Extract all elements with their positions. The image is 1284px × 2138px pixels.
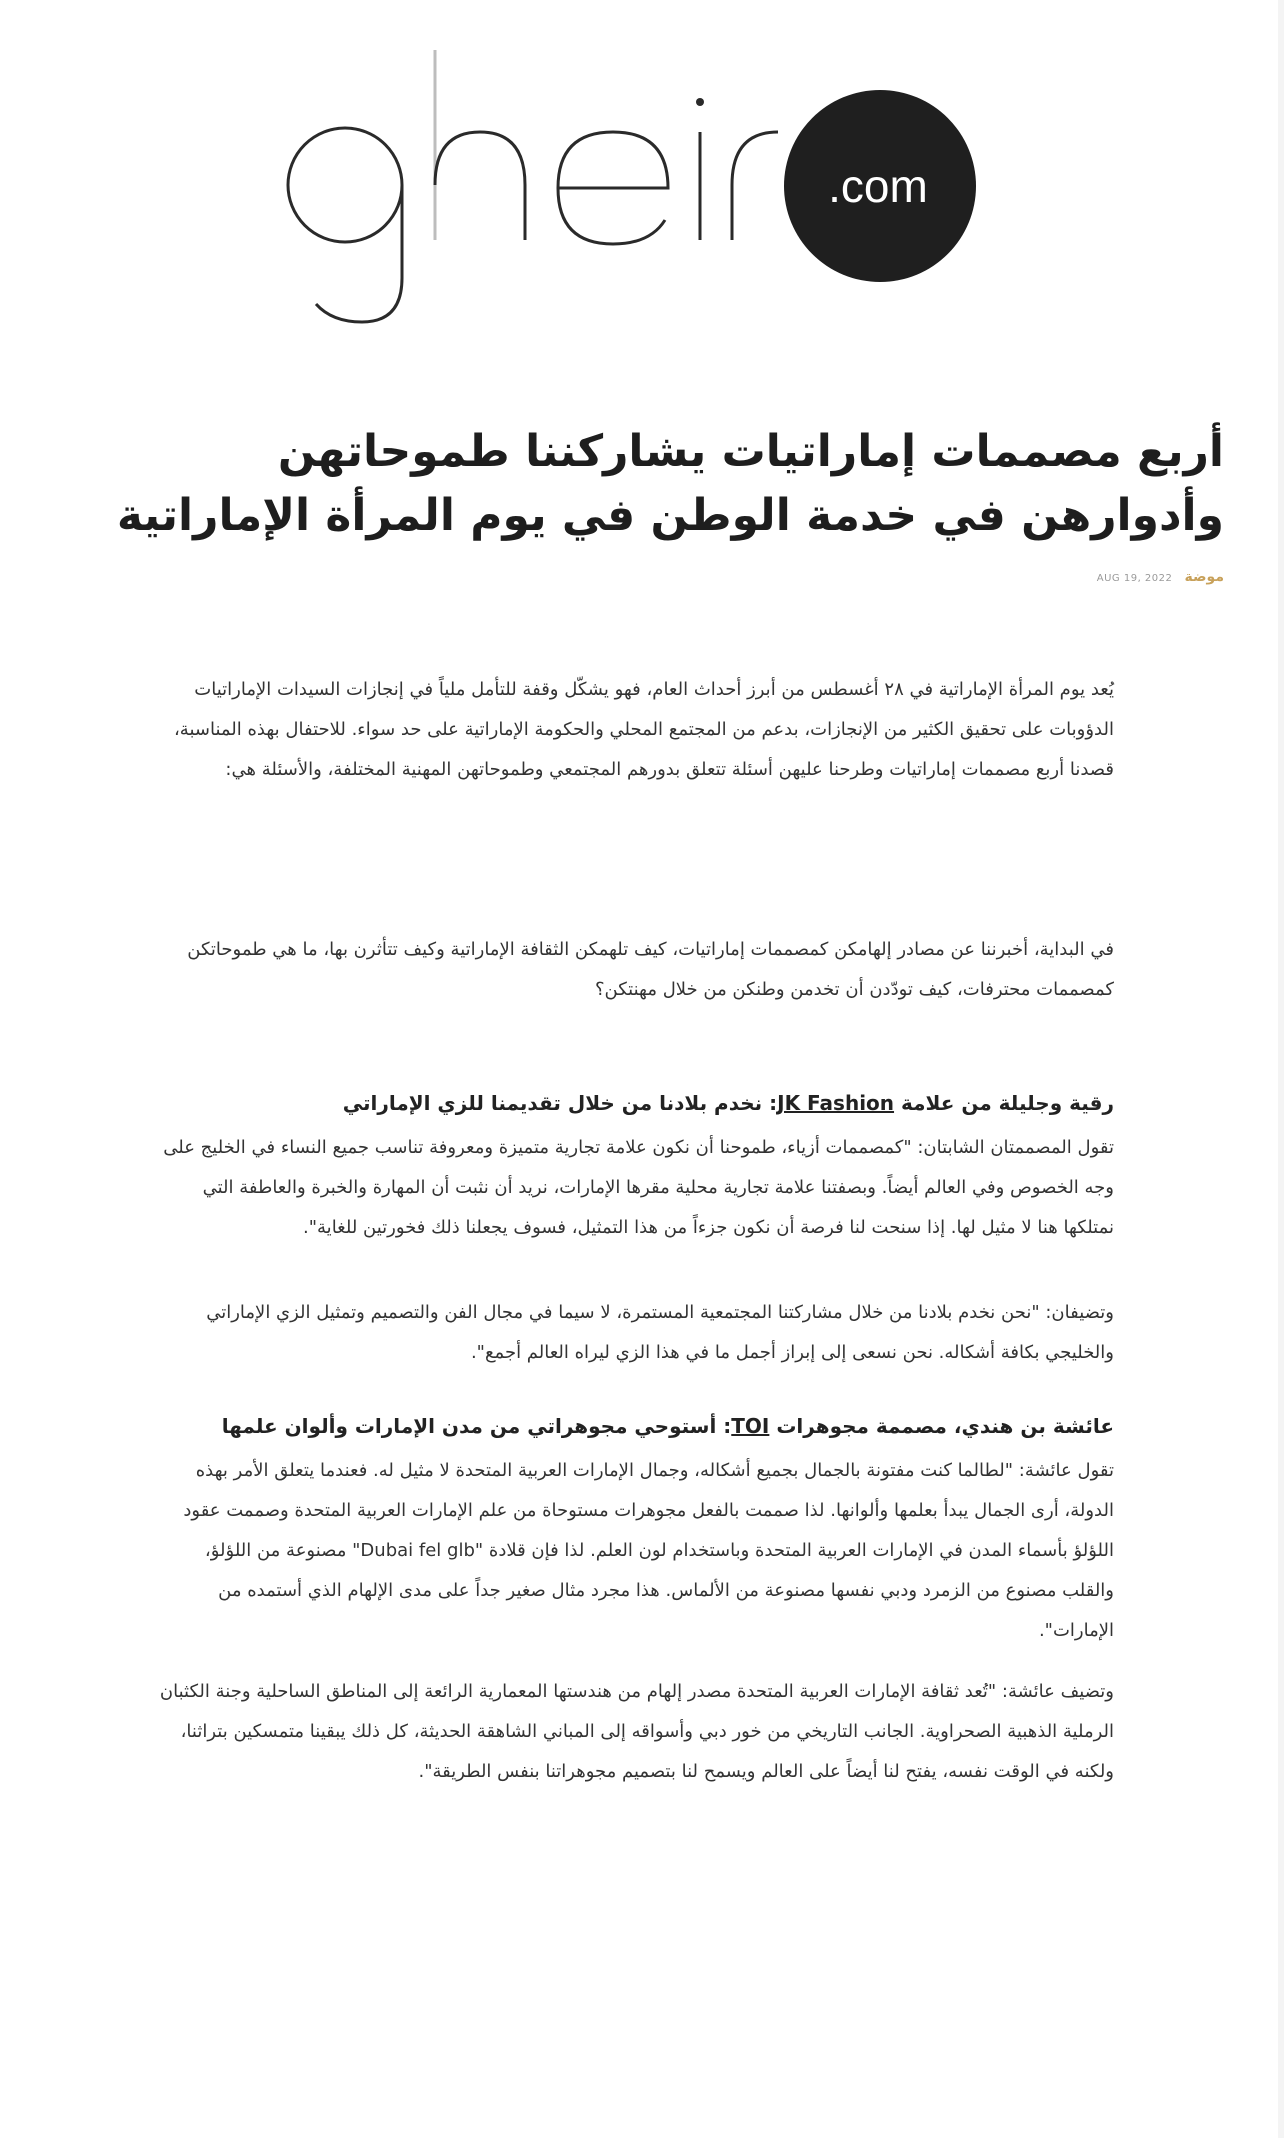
section-heading-toi: [154, 1406, 1114, 1446]
logo-letter-e: [558, 132, 668, 244]
paragraph-text-end: مصنوعة من اللؤلؤ، والقلب مصنوع من الزمرد ودبي نفسها مصنوعة من الألماس. هذا مجرد مثال صغير جداً على مدى الإلهام الذي أستمده من الإمارات".: [204, 1540, 1114, 1641]
publish-date: AUG 19, 2022: [1096, 573, 1173, 584]
section-heading-suffix: : أستوحي مجوهراتي من مدن الإمارات وألوان علمها: [221, 1414, 732, 1438]
site-logo[interactable]: [270, 40, 1030, 340]
category-link[interactable]: موضة: [1184, 569, 1224, 585]
brand-link-jk-fashion[interactable]: JK Fashion: [777, 1091, 895, 1115]
logo-letter-g-bowl: [288, 128, 402, 242]
necklace-name: "Dubai fel glb": [352, 1540, 484, 1561]
logo-letter-r: [732, 132, 778, 240]
section-heading-prefix: عائشة بن هندي، مصممة مجوهرات: [776, 1414, 1114, 1438]
logo-letter-i-dot: [696, 98, 704, 106]
section-1-paragraph-a: تقول المصممتان الشابتان: "كمصممات أزياء، طموحنا أن نكون علامة تجارية متميزة ومعروفة تناسب جميع النساء في الخليج على وجه الخصوص وفي العالم أيضاً. وبصفتنا علامة تجارية محلية مقرها الإمارات، نريد أن نثبت أن المهارة والخبرة والعاطفة التي نمتلكها هنا لا مثيل لها. إذا سنحت لنا فرصة أن نكون جزءاً من هذا التمثيل، فسوف يجعلنا ذلك فخورتين للغاية".: [163, 1137, 1114, 1238]
gheir-logo-graphic: [270, 40, 1030, 340]
article-title: أربع مصممات إماراتيات يشاركننا طموحاتهن وأدوارهن في خدمة الوطن في يوم المرأة الإماراتية: [116, 426, 1224, 541]
questions-paragraph: في البداية، أخبرننا عن مصادر إلهامكن كمصممات إماراتيات، كيف تلهمكن الثقافة الإماراتية وكيف تتأثرن بها، ما هي طموحاتكن كمصممات محترفات، كيف تودّدن أن تخدمن وطنكن من خلال مهنتكن؟: [187, 939, 1114, 1000]
section-heading-suffix: : نخدم بلادنا من خلال تقديمنا للزي الإماراتي: [342, 1091, 778, 1115]
article-meta: [64, 567, 1224, 589]
intro-paragraph: يُعد يوم المرأة الإماراتية في ٢٨ أغسطس من أبرز أحداث العام، فهو يشكّل وقفة للتأمل ملياً في إنجازات السيدات الإماراتيات الدؤوبات على تحقيق الكثير من الإنجازات، بدعم من المجتمع المحلي والحكومة الإماراتية على حد سواء. للاحتفال بهذه المناسبة، قصدنا أربع مصممات إماراتيات وطرحنا عليهن أسئلة تتعلق بدورهم المجتمعي وطموحاتهن المهنية المختلفة، والأسئلة هي:: [174, 679, 1114, 780]
brand-link-toi[interactable]: TOI: [731, 1414, 770, 1438]
logo-letter-h-arch: [435, 132, 525, 240]
section-2-paragraph-a: [154, 1451, 1114, 1651]
page-edge: [1278, 0, 1284, 2138]
section-2-paragraph-b: وتضيف عائشة: "تُعد ثقافة الإمارات العربية المتحدة مصدر إلهام من هندستها المعمارية الرائعة إلى المناطق الساحلية وجنة الكثبان الرملية الذهبية الصحراوية. الجانب التاريخي من خور دبي وأسواقه إلى المباني الشاهقة الحديثة، كل ذلك يبقينا متمسكين بتراثنا، ولكنه في الوقت نفسه، يفتح لنا أيضاً على العالم ويسمح لنا بتصميم مجوهراتنا بنفس الطريقة".: [159, 1681, 1114, 1782]
section-1-paragraph-b: وتضيفان: "نحن نخدم بلادنا من خلال مشاركتنا المجتمعية المستمرة، لا سيما في مجال الفن والتصميم وتمثيل الزي الإماراتي والخليجي بكافة أشكاله. نحن نسعى إلى إبراز أجمل ما في هذا الزي ليراه العالم أجمع".: [206, 1302, 1114, 1363]
logo-com-text: .com: [828, 160, 928, 212]
paragraph-text-start: تقول عائشة: "لطالما كنت مفتونة بالجمال بجميع أشكاله، وجمال الإمارات العربية المتحدة لا مثيل له. فعندما يتعلق الأمر بهذه الدولة، أرى الجمال يبدأ بعلمها وألوانها. لذا صممت بالفعل مجوهرات مستوحاة من علم الإمارات العربية المتحدة وصممت عقود اللؤلؤ بأسماء المدن في الإمارات العربية المتحدة وباستخدام لون العلم. لذا فإن قلادة: [183, 1460, 1114, 1561]
section-heading-jk-fashion: [154, 1083, 1114, 1123]
section-heading-prefix: رقية وجليلة من علامة: [901, 1091, 1114, 1115]
logo-letter-g-tail: [316, 185, 402, 322]
